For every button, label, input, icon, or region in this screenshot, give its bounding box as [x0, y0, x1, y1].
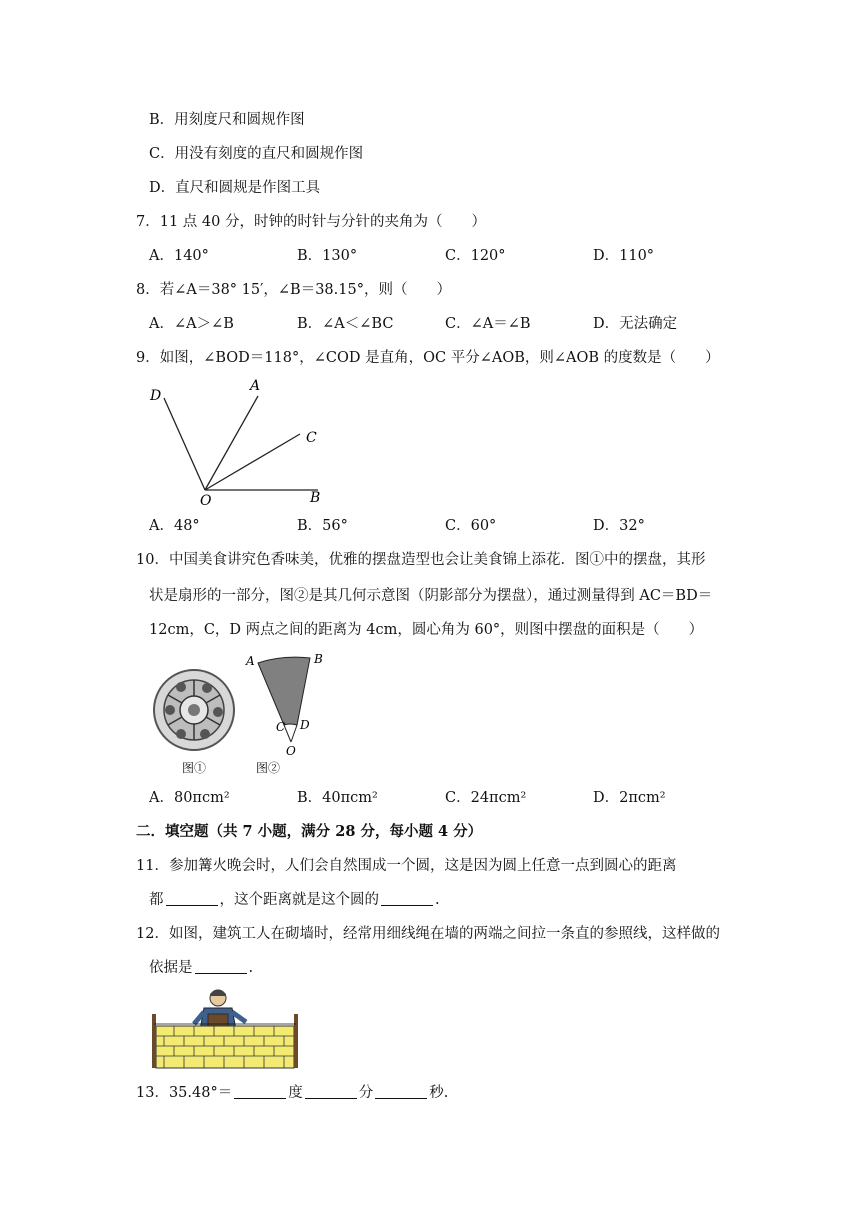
shaded-sector	[258, 657, 310, 725]
q11-text-b: ，这个距离就是这个圆的	[219, 892, 379, 908]
q11-line-1: 11．参加篝火晚会时，人们会自然围成一个圆，这是因为圆上任意一点到圆心的距离	[136, 858, 677, 874]
q11-text-a: 都	[149, 892, 164, 908]
q10-option-d: D．2πcm²	[593, 790, 666, 806]
q9-angle-figure	[140, 372, 340, 512]
q6-option-c: C．用没有刻度的直尺和圆规作图	[149, 146, 364, 162]
q6-option-d: D．直尺和圆规是作图工具	[149, 180, 321, 196]
q12-text-a: 依据是	[149, 960, 193, 976]
q9-option-a: A．48°	[149, 518, 200, 534]
q8-option-d: D．无法确定	[593, 316, 678, 332]
q8-option-a: A．∠A＞∠B	[149, 316, 234, 332]
q11-line-2	[149, 890, 440, 910]
q10-line-3: 12cm，C，D 两点之间的距离为 4cm，圆心角为 60°，则图中摆盘的面积是（ ）	[149, 622, 704, 638]
sector-label-c: C	[276, 720, 286, 734]
ray-oc	[205, 434, 300, 490]
section-heading-fill-in: 二．填空题（共 7 小题，满分 28 分，每小题 4 分）	[136, 823, 483, 840]
q13-text-d: 秒.	[429, 1085, 449, 1101]
ray-od	[164, 398, 205, 490]
q13-text-a: 13．35.48°＝	[136, 1085, 233, 1101]
q12-line-2	[149, 958, 253, 978]
q13-blank-second[interactable]	[375, 1084, 427, 1099]
q13-blank-degree[interactable]	[234, 1084, 286, 1099]
q10-line-2: 状是扇形的一部分，图②是其几何示意图（阴影部分为摆盘），通过测量得到 AC＝BD＝	[149, 588, 713, 604]
q11-blank-2[interactable]	[381, 891, 433, 906]
q7-option-b: B．130°	[297, 248, 358, 264]
q10-option-c: C．24πcm²	[445, 790, 527, 806]
q9-stem: 9．如图，∠BOD＝118°，∠COD 是直角，OC 平分∠AOB，则∠AOB 的度数是（ ）	[136, 350, 720, 366]
label-c: C	[306, 430, 317, 446]
plate-photo	[150, 660, 240, 760]
q8-option-c: C．∠A＝∠B	[445, 316, 531, 332]
q8-option-b: B．∠A＜∠BC	[297, 316, 394, 332]
sector-label-d: D	[300, 718, 310, 732]
q9-option-d: D．32°	[593, 518, 645, 534]
q12-line-1: 12．如图，建筑工人在砌墙时，经常用细线绳在墙的两端之间拉一条直的参照线，这样做的	[136, 926, 720, 942]
q13-text-c: 分	[358, 1085, 374, 1101]
q11-text-c: .	[435, 892, 440, 908]
sector-label-a: A	[246, 654, 255, 668]
q9-option-b: B．56°	[297, 518, 348, 534]
q8-stem: 8．若∠A＝38° 15′，∠B＝38.15°，则（ ）	[136, 282, 451, 298]
q10-option-a: A．80πcm²	[149, 790, 230, 806]
fig1-caption: 图①	[182, 761, 207, 775]
q7-option-c: C．120°	[445, 248, 506, 264]
bricklayer-illustration	[150, 986, 306, 1070]
q6-option-b: B．用刻度尺和圆规作图	[149, 112, 305, 128]
label-b: B	[310, 490, 321, 506]
label-d: D	[150, 388, 162, 404]
ray-oa	[205, 396, 258, 490]
q12-blank[interactable]	[195, 959, 247, 974]
q13-text-b: 度	[288, 1085, 303, 1101]
q7-option-a: A．140°	[149, 248, 209, 264]
label-a: A	[250, 378, 261, 394]
label-o: O	[200, 493, 212, 509]
sector-diagram	[240, 645, 350, 760]
q7-stem: 7．11 点 40 分，时钟的时针与分针的夹角为（ ）	[136, 214, 486, 230]
q11-blank-1[interactable]	[166, 891, 218, 906]
q10-option-b: B．40πcm²	[297, 790, 378, 806]
sector-label-o: O	[286, 744, 296, 758]
q13-blank-minute[interactable]	[305, 1084, 357, 1099]
q7-option-d: D．110°	[593, 248, 655, 264]
q12-text-b: .	[248, 960, 254, 976]
fig2-caption: 图②	[256, 761, 281, 775]
q9-option-c: C．60°	[445, 518, 497, 534]
q10-line-1: 10．中国美食讲究色香味美，优雅的摆盘造型也会让美食锦上添花．图①中的摆盘，其形	[136, 552, 706, 568]
q13-line	[136, 1083, 448, 1103]
sector-label-b: B	[314, 652, 323, 666]
